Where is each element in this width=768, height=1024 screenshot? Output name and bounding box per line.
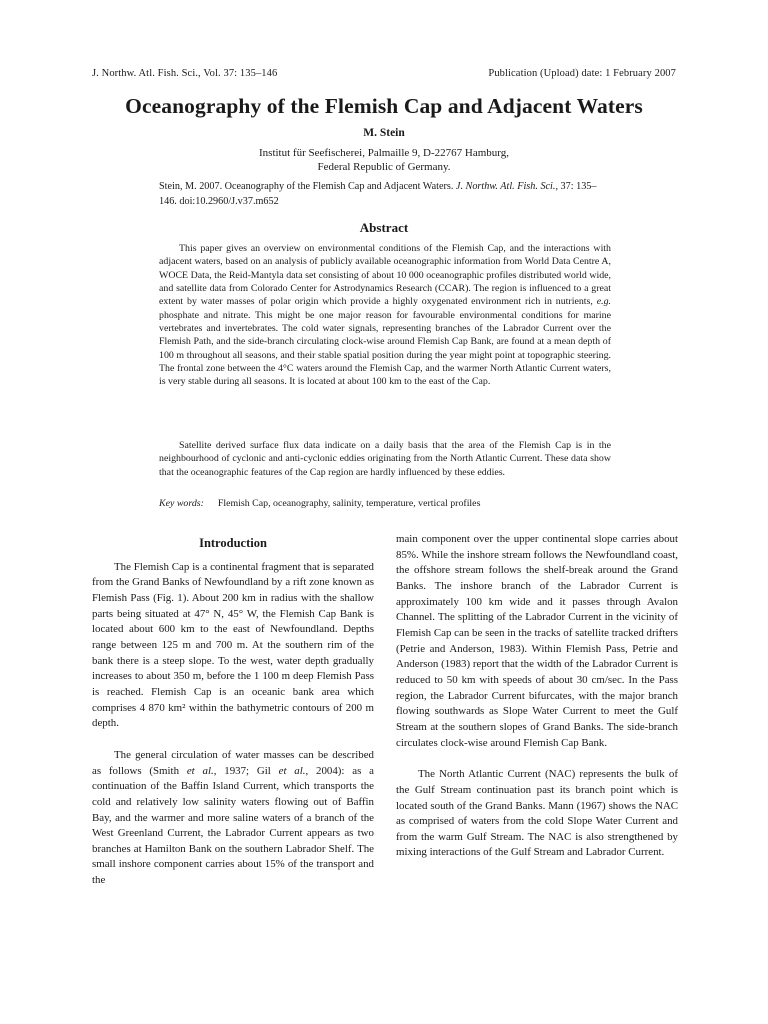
paper-title: Oceanography of the Flemish Cap and Adjacent Waters — [125, 94, 643, 118]
citation — [159, 180, 611, 209]
intro-paragraph-2-continued: main component over the upper continental slope carries about 85%. While the inshore stream follows the Newfoundland coast, the offshore stream follows the shelf-break around the Grand Banks. The inshore branch of the Labrador Current is approximately 100 km wide and it passes through Avalon Channel. The splitting of the Labrador Current in the vicinity of Flemish Cap can be seen in the tracks of satellite tracked drifters (Petrie and Anderson, 1983). Within Flemish Pass, Petrie and Anderson (1983) report that the width of the Labrador Current is reduced to 50 km with speeds of about 30 cm/sec. In the Pass region, the Labrador Current bifurcates, with the major branch flowing southwards as Slope Water Current to meet the Gulf Stream at the southern slopes of Grand Banks. The side-branch circulates clock-wise around Flemish Cap Bank. — [396, 533, 678, 749]
intro-p2-part-c: , 2004): as a continuation of the Baffin Island Current, which transports the cold and relatively low salinity waters flowing out of Baffin Bay, and the warmer and more saline waters of a branch of the West Greenland Current, the Labrador Current appears as two branches at Hamilton Bank on the southern Labrador Shelf. The small inshore component carries about 15% of the transport and the — [92, 764, 374, 887]
intro-p2-etal-2: et al. — [278, 764, 306, 777]
left-column — [92, 536, 374, 889]
abstract-p1-eg: e.g. — [596, 296, 611, 308]
citation-journal: J. Northw. Atl. Fish. Sci. — [455, 181, 556, 192]
abstract-paragraph-1 — [159, 242, 611, 389]
intro-paragraph-1: The Flemish Cap is a continental fragment that is separated from the Grand Banks of Newfoundland by a rift zone known as Flemish Pass (Fig. 1). About 200 km in radius with the shallow parts being situated at 47° N, 45° W, the Flemish Cap Bank is located about 600 km to the east of Newfoundland. Depths range between 125 m and 700 m. At the southern rim of the bank there is a steep slope. To the west, water depth gradually increases to about 350 m, before the 1 100 m deep Flemish Pass is reached. Flemish Cap is an oceanic bank area which comprises 4 870 km² within the bathymetric contours of 200 m depth. — [92, 560, 374, 730]
intro-p2-part-b: , 1937; Gil — [213, 764, 279, 777]
abstract-paragraph-2: Satellite derived surface flux data indicate on a daily basis that the area of the Flemish Cap is in the neighbourhood of cyclonic and anti-cyclonic eddies originating from the North Atlantic Current. These data show that the oceanographic features of the Cap region are hardly influenced by these eddies. — [159, 440, 611, 478]
intro-p2-part-a: The general circulation of water masses can be described as follows (Smith — [92, 748, 374, 777]
keywords-list: Flemish Cap, oceanography, salinity, temperature, vertical profiles — [217, 498, 481, 509]
right-column — [396, 532, 678, 861]
journal-reference: J. Northw. Atl. Fish. Sci., Vol. 37: 135–146 — [92, 68, 278, 79]
citation-text: Stein, M. 2007. Oceanography of the Flemish Cap and Adjacent Waters. — [159, 181, 456, 192]
abstract-p1-part-b: phosphate and nitrate. This might be one major reason for favourable environmental conditions for marine vertebrates and invertebrates. The cold water signals, representing branches of the Labrador Current over the Flemish Path, and the side-branch circulating clock-wise around Flemish Cap Bank, are found at a mean depth of 100 m throughout all seasons, and their stable spatial position during the year might point at topographic steering. The frontal zone between the 4°C waters around the Flemish Cap, and the warmer North Atlantic Current waters, is very stable during all seasons. It is located at about 100 km to the east of the Cap. — [159, 309, 611, 388]
author-name: M. Stein — [363, 127, 405, 139]
abstract-heading: Abstract — [359, 220, 409, 235]
intro-paragraph-2 — [92, 748, 374, 889]
introduction-heading: Introduction — [199, 536, 267, 550]
publication-date: Publication (Upload) date: 1 February 2007 — [488, 68, 676, 79]
keywords-label: Key words: — [159, 498, 204, 509]
affiliation — [0, 146, 768, 174]
keywords — [159, 497, 611, 511]
intro-p2-etal-1: et al. — [186, 764, 214, 777]
citation-details: , 37: 135–146. doi:10.2960/J.v37.m652 — [159, 181, 597, 207]
running-head — [92, 68, 676, 79]
abstract-p1-part-a: This paper gives an overview on environmental conditions of the Flemish Cap, and the interactions with adjacent waters, based on an analysis of publicly available oceanographic information from World Data Centre A, WOCE Data, the Reid-Mantyla data set consisting of about 10 000 oceanographic profiles distributed world wide, and satellite data from Colorado Center for Astrodynamics Research (CCAR). The region is influenced to a great extent by water masses of polar origin which provide a highly oxygenated environment rich in nutrients, — [159, 243, 611, 308]
affiliation-line-1: Institut für Seefischerei, Palmaille 9, D-22767 Hamburg, — [259, 147, 509, 159]
intro-paragraph-3: The North Atlantic Current (NAC) represents the bulk of the Gulf Stream continuation past its branch point which is located south of the Grand Banks. Mann (1967) shows the NAC as comprised of waters from the cold Slope Water Current and from the warm Gulf Stream. The NAC is also strengthened by mixing interactions of the Gulf Stream and Labrador Current. — [396, 768, 678, 859]
affiliation-line-2: Federal Republic of Germany. — [317, 161, 451, 173]
